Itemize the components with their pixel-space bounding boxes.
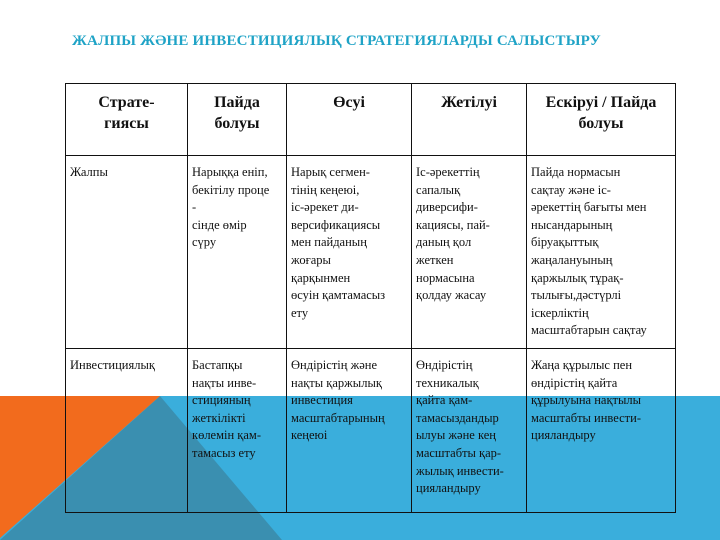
table-cell: Өндірістің және нақты қаржылық инвестиция масштабтарының кеңеюі — [287, 349, 412, 513]
table-cell: Өндірістің техникалық қайта қам- тамасыздандыр ылуы және кең масштабты қар- жылық инвести- цияландыру — [412, 349, 527, 513]
table-cell: Нарыққа еніп, бекітілу проце - сінде өмір сүру — [188, 156, 287, 349]
header-cell: Ескіруі / Пайда болуы — [527, 84, 676, 156]
table-cell: Инвестициялық — [66, 349, 188, 513]
header-row — [66, 84, 676, 156]
header-cell: Пайда болуы — [188, 84, 287, 156]
comparison-table — [65, 83, 676, 513]
header-cell: Страте- гиясы — [66, 84, 188, 156]
table-cell: Нарық сегмен- тінің кеңеюі, іс-әрекет ди- версификациясы мен пайданың жоғары қарқынмен өсуін қамтамасыз ету — [287, 156, 412, 349]
table-row — [66, 349, 676, 513]
slide-title: ЖАЛПЫ ЖӘНЕ ИНВЕСТИЦИЯЛЫҚ СТРАТЕГИЯЛАРДЫ САЛЫСТЫРУ — [72, 33, 601, 49]
table-cell: Іс-әрекеттің сапалық диверсифи- кациясы, пай- даның қол жеткен нормасына қолдау жасау — [412, 156, 527, 349]
table-cell: Жалпы — [66, 156, 188, 349]
table-cell: Жаңа құрылыс пен өндірістің қайта құрылуына нақтылы масштабты инвести- цияландыру — [527, 349, 676, 513]
header-cell: Жетілуі — [412, 84, 527, 156]
table-row — [66, 156, 676, 349]
header-cell: Өсуі — [287, 84, 412, 156]
table-cell: Бастапқы нақты инве- стицияның жеткілікті көлемін қам- тамасыз ету — [188, 349, 287, 513]
table-cell: Пайда нормасын сақтау және іс- әрекеттің бағыты мен нысандарының біруақыттық жаңалануының қаржылық тұрақ- тылығы,дәстүрлі іскерліктің масштабтарын сақтау — [527, 156, 676, 349]
